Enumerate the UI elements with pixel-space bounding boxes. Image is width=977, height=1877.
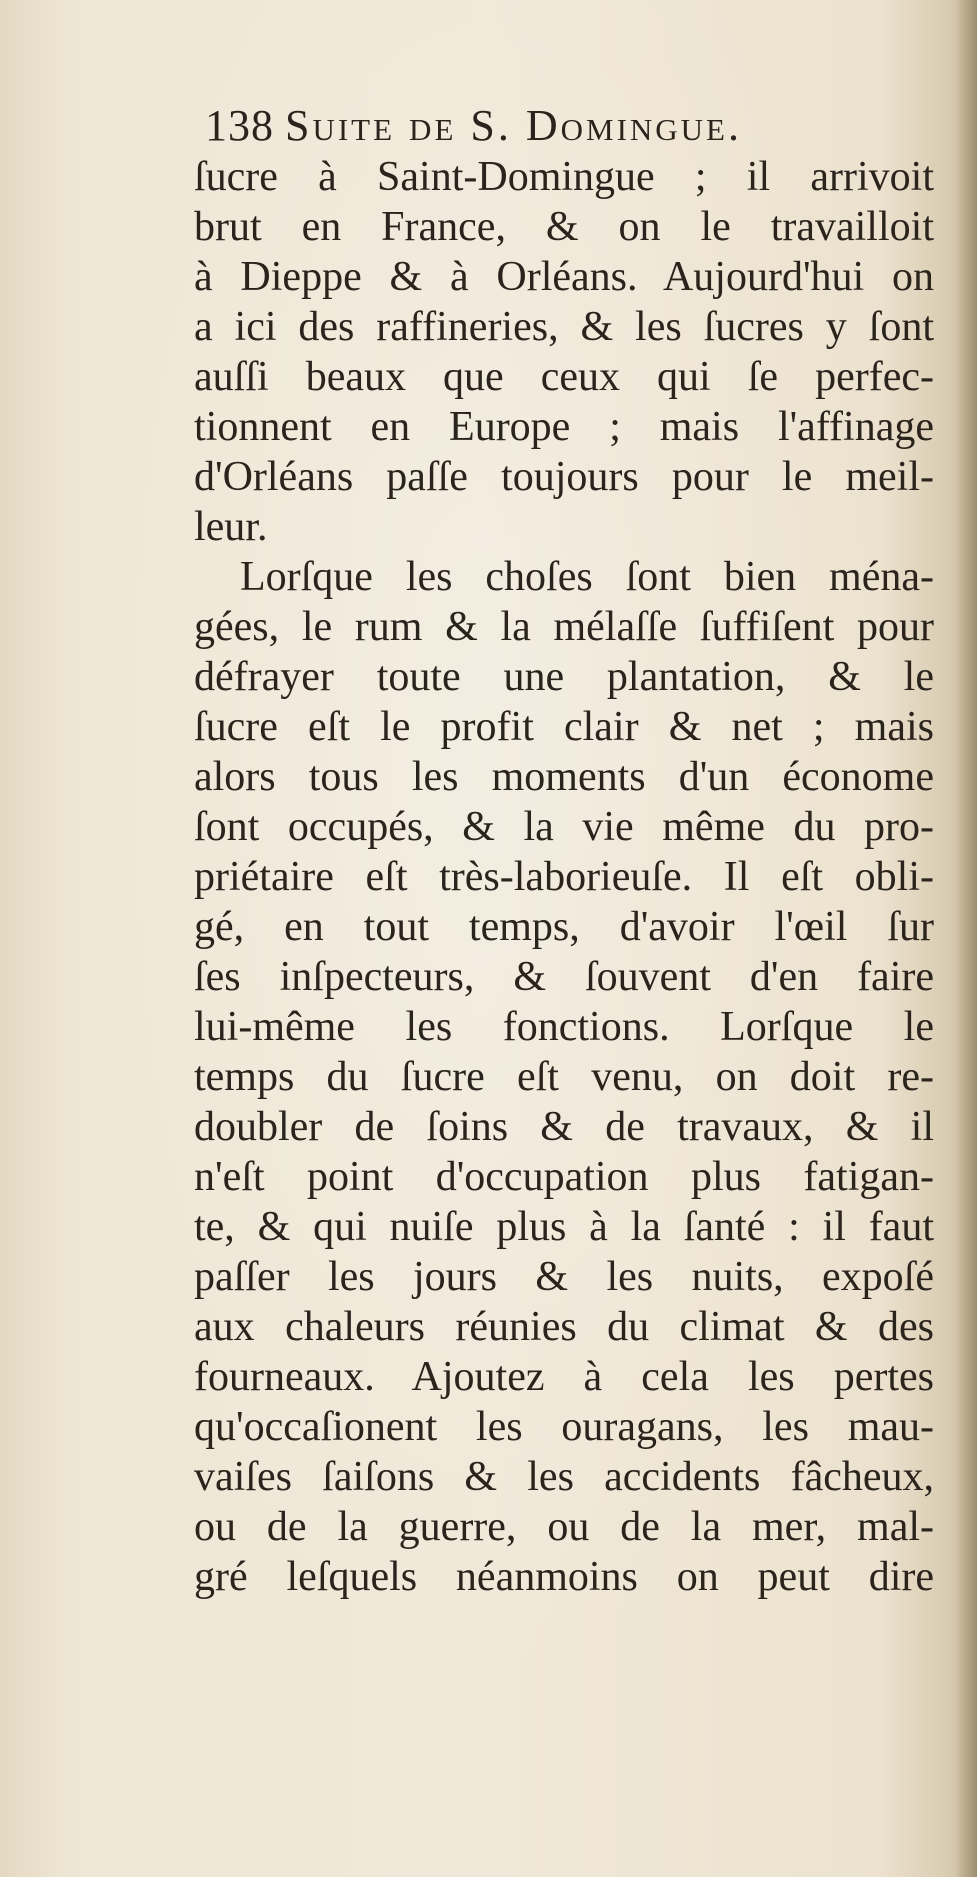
text-line: aux chaleurs réunies du climat & des <box>194 1304 934 1350</box>
text-line: qu'occaſionent les ouragans, les mau- <box>194 1404 934 1450</box>
text-line: gé, en tout temps, d'avoir l'œil ſur <box>194 904 934 950</box>
text-line: à Dieppe & à Orléans. Aujourd'hui on <box>194 254 934 300</box>
text-line: lui-même les fonctions. Lorſque le <box>194 1004 934 1050</box>
paragraph-1 <box>194 152 934 552</box>
text-line: ou de la guerre, ou de la mer, mal- <box>194 1504 934 1550</box>
text-line: ſont occupés, & la vie même du pro- <box>194 804 934 850</box>
text-line: d'Orléans paſſe toujours pour le meil- <box>194 454 934 500</box>
text-line: doubler de ſoins & de travaux, & il <box>194 1104 934 1150</box>
text-line: ſes inſpecteurs, & ſouvent d'en faire <box>194 954 934 1000</box>
text-line: fourneaux. Ajoutez à cela les pertes <box>194 1354 934 1400</box>
text-line: gées, le rum & la mélaſſe ſuffiſent pour <box>194 604 934 650</box>
text-line: te, & qui nuiſe plus à la ſanté : il faut <box>194 1204 934 1250</box>
text-line: auſſi beaux que ceux qui ſe perfec- <box>194 354 934 400</box>
text-line: ſucre à Saint-Domingue ; il arrivoit <box>194 154 934 200</box>
text-line: a ici des raffineries, & les ſucres y ſont <box>194 304 934 350</box>
text-line: paſſer les jours & les nuits, expoſé <box>194 1254 934 1300</box>
text-line: ſucre eſt le profit clair & net ; mais <box>194 704 934 750</box>
text-line: priétaire eſt très-laborieuſe. Il eſt obli- <box>194 854 934 900</box>
text-line: leur. <box>194 504 268 550</box>
paragraph-2 <box>194 552 934 1602</box>
body-text <box>194 152 934 1602</box>
text-line: gré leſquels néanmoins on peut dire <box>194 1554 934 1600</box>
text-line: tionnent en Europe ; mais l'affinage <box>194 404 934 450</box>
text-line: Lorſque les choſes ſont bien ména- <box>240 554 934 600</box>
text-line: défrayer toute une plantation, & le <box>194 654 934 700</box>
text-line: alors tous les moments d'un économe <box>194 754 934 800</box>
text-line: temps du ſucre eſt venu, on doit re- <box>194 1054 934 1100</box>
running-title: Suite de S. Domingue. <box>285 101 742 150</box>
text-line: vaiſes ſaiſons & les accidents fâcheux, <box>194 1454 934 1500</box>
page-header <box>205 96 925 156</box>
text-line: brut en France, & on le travailloit <box>194 204 934 250</box>
page-edge-shadow <box>955 0 977 1877</box>
text-line: n'eſt point d'occupation plus fatigan- <box>194 1154 934 1200</box>
page-number: 138 <box>205 101 274 150</box>
